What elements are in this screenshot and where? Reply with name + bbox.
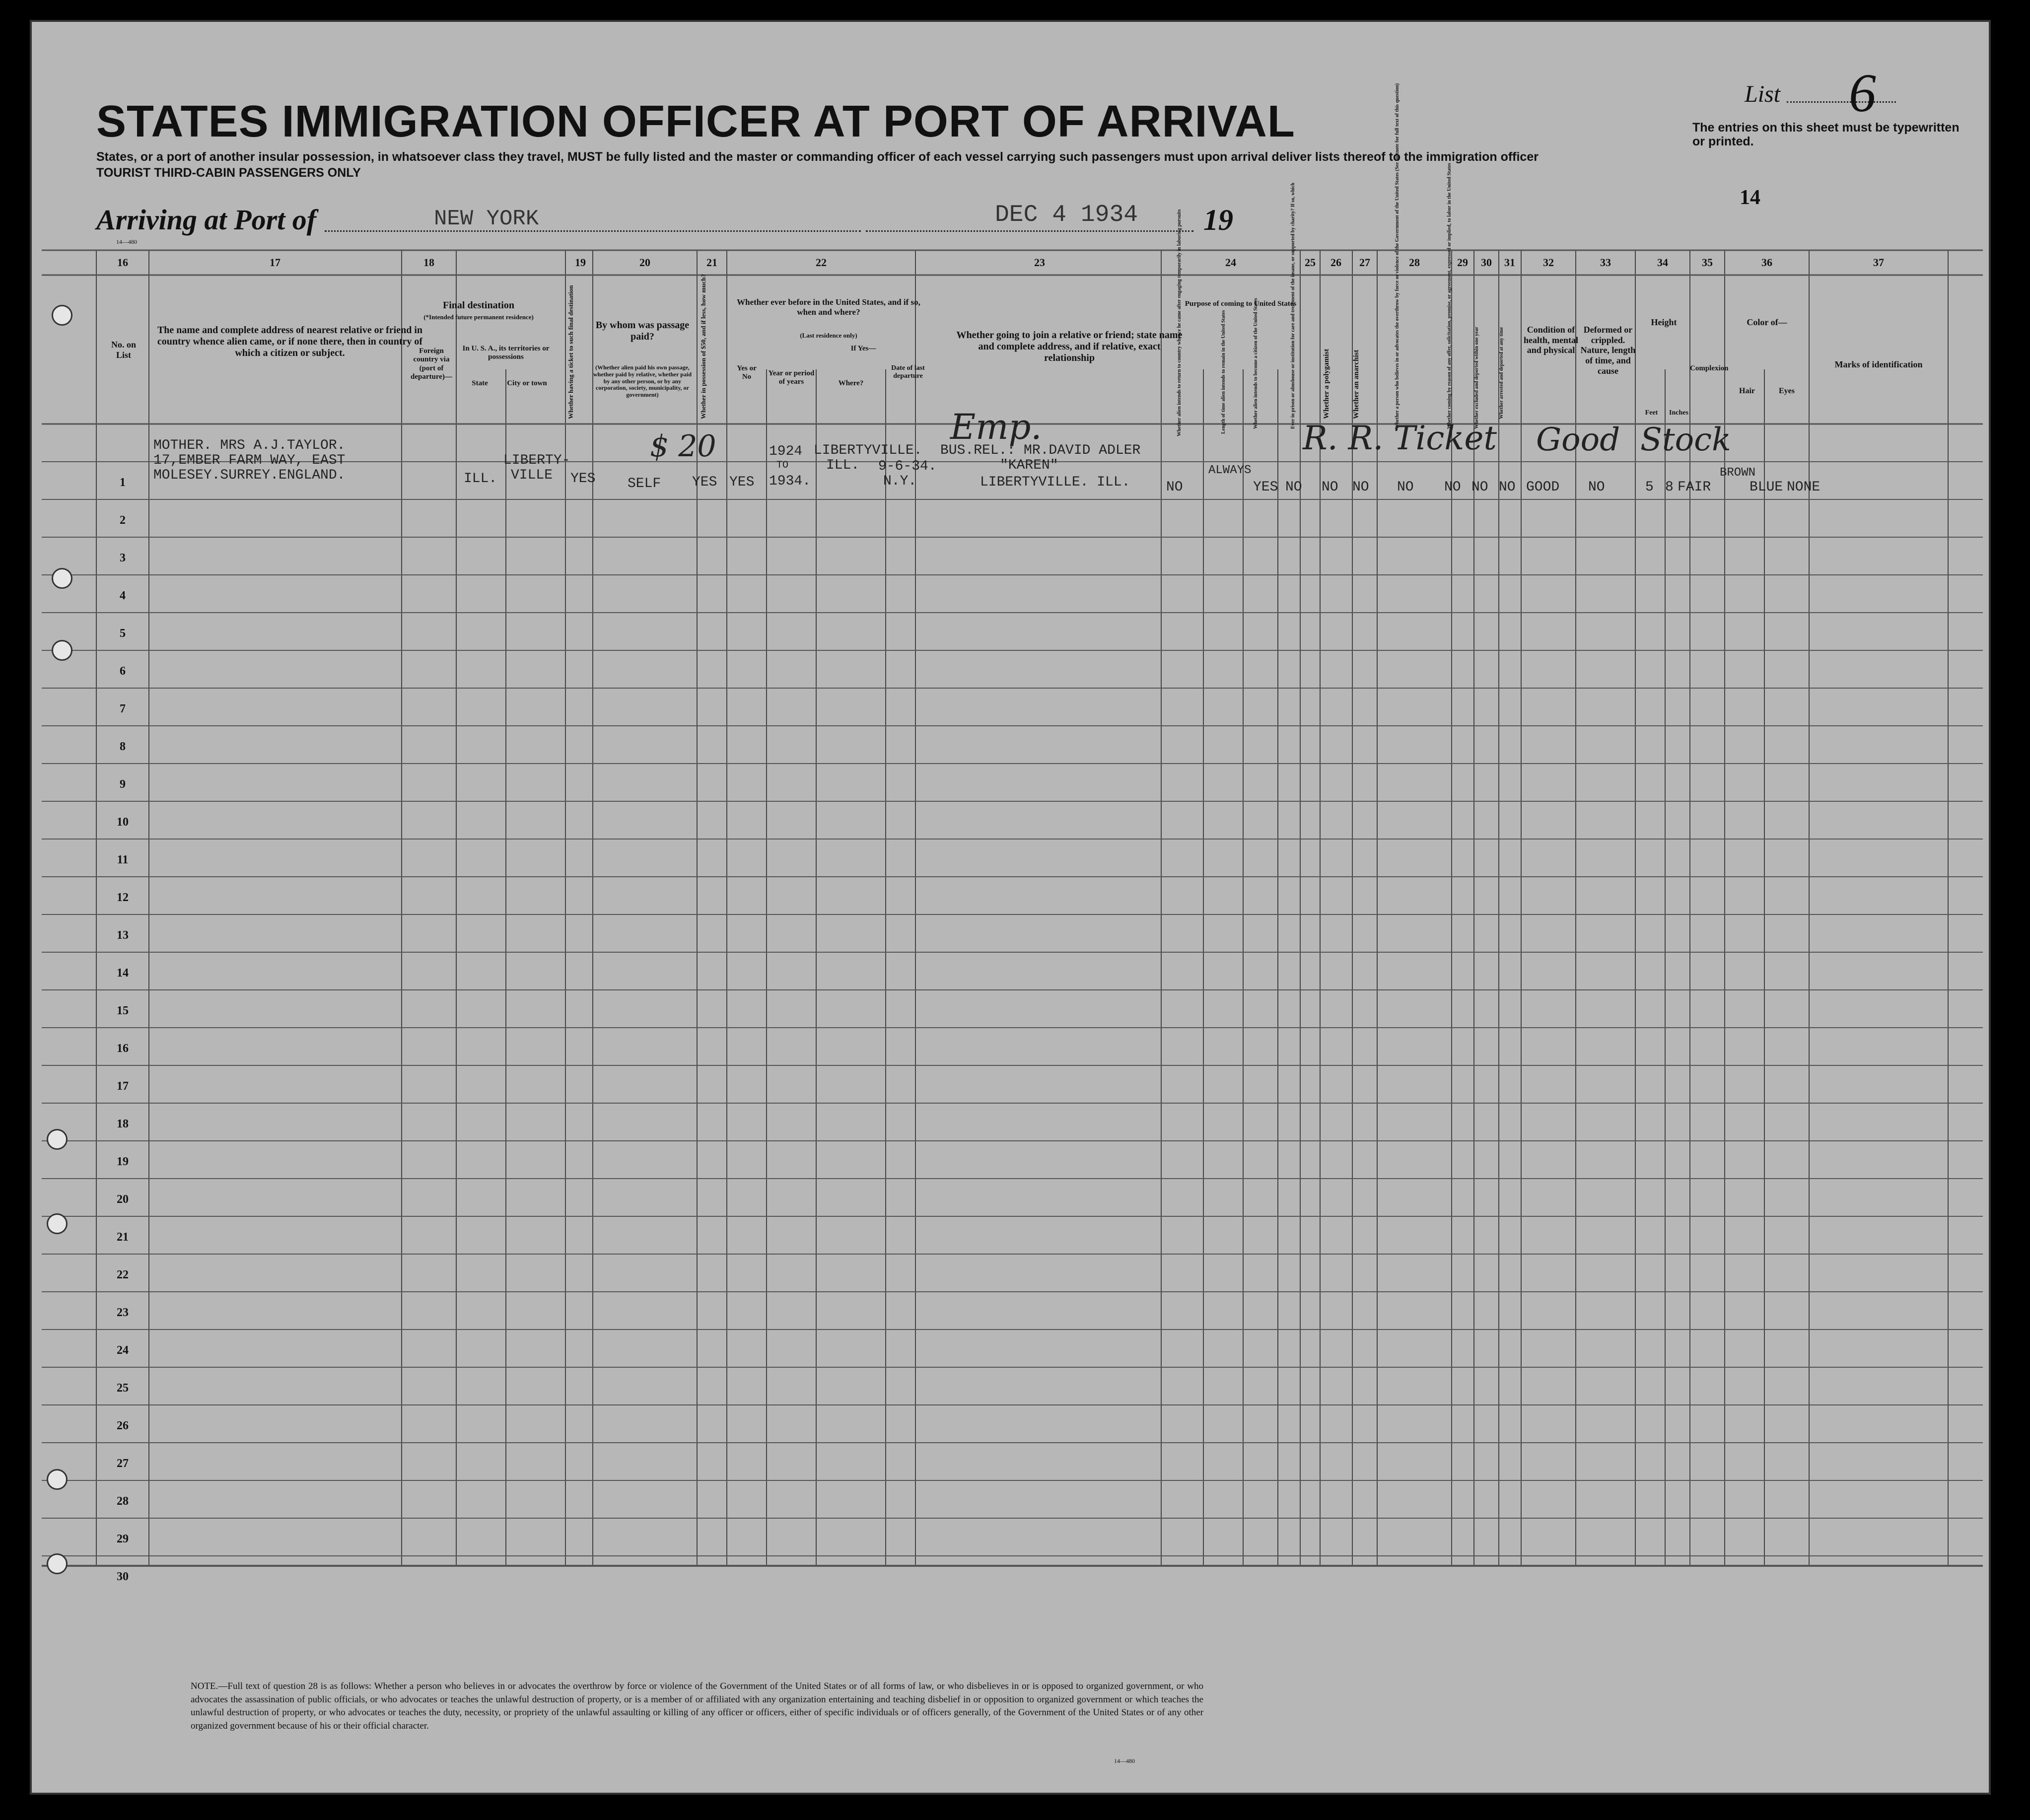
row-number: 20 (117, 1193, 129, 1206)
polygamist-value: NO (1322, 480, 1338, 495)
col22-where: Where? (838, 379, 864, 387)
overthrow-value: NO (1397, 480, 1414, 495)
relative-line1: MOTHER. MRS A.J.TAYLOR. (153, 438, 346, 453)
col22-title: Whether ever before in the United States, and if so, when and where? (737, 297, 920, 317)
row-number: 13 (117, 929, 129, 942)
list-label: List (1745, 81, 1781, 107)
binder-hole (47, 1129, 68, 1150)
column-number: 21 (706, 256, 717, 269)
col18-usa: In U. S. A., its territories or possessions (462, 345, 550, 361)
row-number: 12 (117, 891, 129, 904)
join-line1: BUS.REL.: MR.DAVID ADLER (940, 443, 1141, 458)
list-number: 6 (1849, 63, 1876, 123)
join-handwritten: Emp. (950, 407, 1042, 447)
col21-header: Whether in possession of $50, and if less, how much? (700, 274, 707, 419)
col37-header: Marks of identification (1834, 359, 1923, 369)
year-line3: 1934. (769, 474, 811, 489)
row-number: 14 (117, 967, 129, 980)
ticket-handwritten: R. R. Ticket (1303, 419, 1497, 457)
row-number: 30 (117, 1570, 129, 1583)
passage-value: SELF (628, 476, 661, 491)
complexion-value: FAIR (1678, 480, 1711, 495)
col27-header: Whether an anarchist (1352, 350, 1360, 419)
footnote-text: NOTE.—Full text of question 28 is as follows: Whether a person who believes in or advocates the overthrow by force or violence of the Government of the United States or of all forms of law, or who disbelieves in or is opposed to organized government, or who advocates the assassination of public officials, or who advocates or teaches the unlawful destruction of property, or is a member of or affiliated with any organization entertaining and teaching disbelief in or opposition to organized government or which teaches the unlawful destruction of property, or who advocates or teaches the duty, necessity, or propriety of the unlawful assaulting or killing of any officer or officers, either of specific individuals or of officers generally, of the Government of the United States or of any other organized government because of his or their official character. (191, 1681, 1203, 1731)
row-number: 4 (120, 589, 126, 602)
year-line1: 1924 (769, 444, 803, 459)
row-number: 1 (120, 476, 126, 489)
row-number: 16 (117, 1042, 129, 1055)
column-number: 28 (1409, 256, 1420, 269)
col29-header: Whether coming by reason of any offer, solicitation, promise, or agreement, expressed or implied, to labor in the United States (1447, 163, 1452, 429)
row-number: 5 (120, 627, 126, 640)
column-number: 19 (575, 256, 586, 269)
departure-line1: 9-6-34. (878, 459, 937, 474)
col18-note: (*Intended future permanent residence) (423, 313, 534, 321)
row-number: 8 (120, 740, 126, 753)
row-number: 25 (117, 1382, 129, 1395)
row-number: 9 (120, 778, 126, 791)
labor-offer-value: NO (1444, 480, 1461, 495)
row-number: 18 (117, 1118, 129, 1130)
money-handwritten: $ 20 (650, 429, 716, 464)
col23-header: Whether going to join a relative or friend; state name and complete address, and if relative, exact relationship (956, 330, 1183, 363)
eyes-value: BLUE (1750, 480, 1783, 495)
col22-year: Year or period of years (768, 369, 815, 386)
column-number: 17 (270, 256, 280, 269)
column-number: 27 (1359, 256, 1370, 269)
city-line2: VILLE (511, 468, 553, 483)
column-number: 35 (1702, 256, 1713, 269)
deformed-value: NO (1588, 480, 1605, 495)
row-number: 28 (117, 1495, 129, 1508)
row-number: 3 (120, 552, 126, 564)
binder-hole (47, 1469, 68, 1490)
height-feet-value: 5 (1645, 480, 1654, 495)
class-label: TOURIST THIRD-CABIN PASSENGERS ONLY (96, 166, 361, 180)
binder-hole (47, 1553, 68, 1574)
column-number: 16 (117, 256, 128, 269)
col19-header: Whether having a ticket to such final destination (567, 285, 574, 419)
relative-line2: 17,EMBER FARM WAY, EAST (153, 453, 346, 468)
footnote-code: 14—480 (1114, 1757, 1135, 1764)
money-typed: YES (692, 475, 717, 490)
column-number: 18 (423, 256, 434, 269)
column-number: 33 (1600, 256, 1611, 269)
row-number: 21 (117, 1231, 129, 1244)
column-number: 29 (1457, 256, 1468, 269)
col22-ifyes: If Yes— (850, 345, 876, 352)
row-number: 11 (117, 853, 129, 866)
city-line1: LIBERTY- (503, 453, 570, 468)
departure-line2: N.Y. (883, 474, 917, 489)
year-line2: TO (776, 460, 789, 471)
column-number: 23 (1034, 256, 1045, 269)
col30-header: Whether excluded and deported within one year (1474, 327, 1479, 429)
col24c-header: Whether alien intends to become a citizen of the United States (1253, 298, 1259, 429)
purpose-return-value: NO (1166, 480, 1183, 495)
col22-yesno: Yes or No (737, 364, 757, 381)
row-number: 26 (117, 1419, 129, 1432)
row-number: 17 (117, 1080, 129, 1093)
col20-note: (Whether alien paid his own passage, whether paid by relative, whether paid by any other person, or by any corporation, society, municipality, or government) (593, 364, 692, 399)
col22-note: (Last residence only) (800, 332, 857, 339)
col36-hair: Hair (1739, 387, 1755, 395)
row-number: 22 (117, 1268, 129, 1281)
health-value: GOOD (1526, 480, 1560, 495)
column-number: 25 (1305, 256, 1316, 269)
binder-hole (52, 305, 72, 326)
become-citizen-value: YES (1253, 480, 1278, 495)
arriving-label: Arriving at Port of (96, 204, 317, 236)
column-number: 36 (1761, 256, 1772, 269)
ticket-value: YES (570, 471, 596, 487)
row-number: 7 (120, 702, 126, 715)
col31-header: Whether arrested and deported at any time (1499, 327, 1504, 419)
port-value: NEW YORK (434, 207, 539, 231)
before-in-us-value: YES (729, 475, 755, 490)
height-inches-value: 8 (1665, 480, 1674, 495)
anarchist-value: NO (1352, 480, 1369, 495)
col16-header: No. on List (111, 340, 136, 360)
col18-state: State (472, 379, 488, 387)
arrested-value: NO (1499, 480, 1516, 495)
col20-title: By whom was passage paid? (595, 320, 690, 342)
excluded-value: NO (1471, 480, 1488, 495)
stock-handwritten: Stock (1640, 421, 1731, 458)
col36-eyes: Eyes (1779, 387, 1795, 395)
col34-feet: Feet (1645, 409, 1658, 417)
relative-line3: MOLESEY.SURREY.ENGLAND. (153, 468, 346, 483)
marks-value: NONE (1787, 480, 1820, 495)
length-of-stay-value: ALWAYS (1208, 464, 1252, 477)
page-title: STATES IMMIGRATION OFFICER AT PORT OF ARRIVAL (96, 97, 1295, 146)
col24b-header: Length of time alien intends to remain in the United States (1221, 310, 1226, 434)
row-number: 15 (117, 1004, 129, 1017)
column-number: 20 (639, 256, 650, 269)
manifest-sheet (30, 20, 1991, 1795)
page-code: 14 (1740, 186, 1760, 209)
col34-inches: Inches (1669, 409, 1688, 417)
col24-title: Purpose of coming to United States (1185, 300, 1297, 308)
col18-foreign: Foreign country via (port of departure)— (411, 347, 452, 381)
binder-hole (47, 1213, 68, 1234)
col35-header: Complexion (1690, 364, 1729, 372)
col25-header: Ever in prison or almshouse or institution for care and treatment of the insane, or supported by charity? If so, which (1290, 183, 1296, 429)
column-number: 26 (1330, 256, 1341, 269)
col34-title: Height (1651, 317, 1677, 327)
join-line3: LIBERTYVILLE. ILL. (980, 475, 1130, 490)
col26-header: Whether a polygamist (1323, 349, 1330, 419)
row-number: 27 (117, 1457, 129, 1470)
col18-city: City or town (507, 379, 547, 387)
column-number: 30 (1481, 256, 1492, 269)
page-subtitle: States, or a port of another insular possession, in whatsoever class they travel, MUST be fully listed and the master or commanding officer of each vessel carrying such passengers must upon arrival deliver lists thereof to the immigration officer (96, 150, 1539, 164)
col17-header: The name and complete address of nearest relative or friend in country whence alien came, or if none there, then in country of which a citizen or subject. (157, 325, 423, 358)
year-prefix: 19 (1203, 204, 1233, 236)
column-number: 37 (1873, 256, 1884, 269)
col28-header: Whether a person who believes in or advocates the overthrow by force or violence of the Government of the United States (See footnote for full text of this question) (1395, 83, 1400, 429)
row-number: 29 (117, 1533, 129, 1545)
good-handwritten: Good (1536, 421, 1620, 458)
where-line2: ILL. (826, 458, 860, 473)
column-number: 34 (1657, 256, 1668, 269)
prison-value: NO (1285, 480, 1302, 495)
hair-value: BROWN (1720, 466, 1756, 480)
join-line2: "KAREN" (1000, 458, 1058, 473)
col22-date: Date of last departure (891, 364, 925, 380)
form-code: 14—480 (116, 238, 137, 245)
col24a-header: Whether alien intends to return to country whence he came after engaging temporarily in laboring pursuits (1177, 209, 1182, 436)
where-line1: LIBERTYVILLE. (814, 443, 922, 458)
date-stamp: DEC 4 1934 (995, 202, 1138, 228)
row-number: 2 (120, 514, 126, 527)
col36-title: Color of— (1747, 317, 1787, 327)
column-number: 22 (816, 256, 827, 269)
binder-hole (52, 640, 72, 661)
table-grid (32, 22, 1993, 1797)
column-number: 32 (1543, 256, 1554, 269)
sheet-note: The entries on this sheet must be typewritten or printed. (1692, 121, 1960, 148)
column-number: 24 (1225, 256, 1236, 269)
state-value: ILL. (464, 471, 497, 487)
row-number: 23 (117, 1306, 129, 1319)
row-number: 10 (117, 816, 129, 829)
binder-hole (52, 568, 72, 589)
col32-header: Condition of health, mental and physical (1524, 325, 1578, 355)
column-number: 31 (1504, 256, 1515, 269)
col33-header: Deformed or crippled. Nature, length of time, and cause (1580, 325, 1636, 376)
col18-title: Final destination (443, 300, 514, 311)
row-number: 19 (117, 1155, 129, 1168)
row-number: 6 (120, 665, 126, 678)
row-number: 24 (117, 1344, 129, 1357)
